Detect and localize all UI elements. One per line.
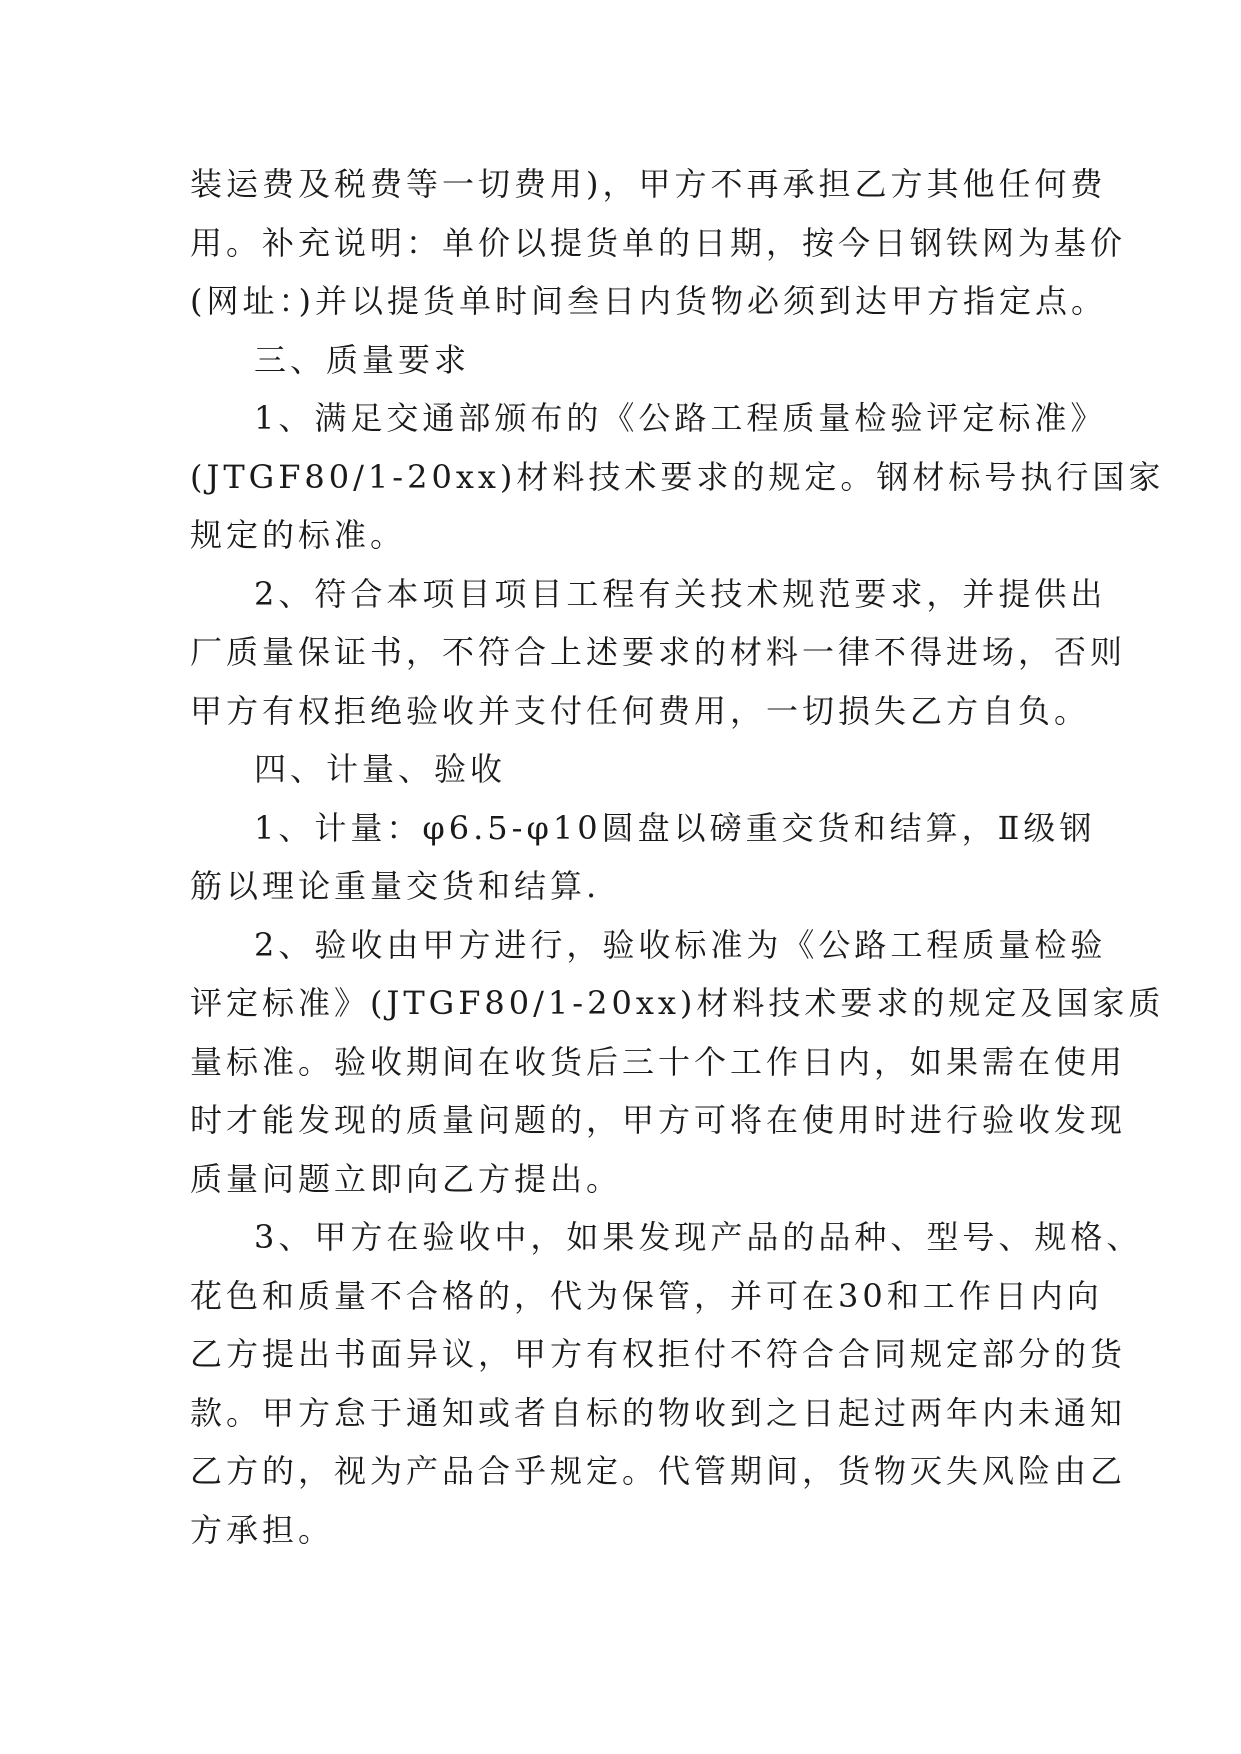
text-line: 装运费及税费等一切费用)，甲方不再承担乙方其他任何费: [190, 165, 1107, 203]
text-line: 2、符合本项目项目工程有关技术规范要求，并提供出: [254, 574, 1107, 613]
text-line: 1、计量：φ6.5-φ10圆盘以磅重交货和结算，Ⅱ级钢: [254, 808, 1096, 847]
text-line: (网址：)并以提货单时间叁日内货物必须到达甲方指定点。: [190, 282, 1107, 320]
section-heading: 三、质量要求: [254, 340, 471, 379]
text-line: 乙方提出书面异议，甲方有权拒付不符合合同规定部分的货: [190, 1335, 1127, 1373]
section-heading: 四、计量、验收: [254, 750, 507, 788]
text-line: 量标准。验收期间在收货后三十个工作日内，如果需在使用: [190, 1042, 1127, 1081]
document-body: [190, 155, 1165, 1559]
text-line: 款。甲方怠于通知或者自标的物收到之日起过两年内未通知: [190, 1393, 1127, 1432]
text-line: 筋以理论重量交货和结算.: [190, 867, 601, 905]
text-line: 厂质量保证书，不符合上述要求的材料一律不得进场，否则: [190, 633, 1127, 671]
text-line: 方承担。: [190, 1510, 335, 1549]
text-line: 时才能发现的质量问题的，甲方可将在使用时进行验收发现: [190, 1101, 1127, 1139]
text-line: 1、满足交通部颁布的《公路工程质量检验评定标准》: [254, 399, 1107, 437]
text-line: 乙方的，视为产品合乎规定。代管期间，货物灭失风险由乙: [190, 1452, 1127, 1490]
text-line: 用。补充说明：单价以提货单的日期，按今日钢铁网为基价: [190, 223, 1127, 262]
text-line: 甲方有权拒绝验收并支付任何费用，一切损失乙方自负。: [190, 691, 1091, 730]
text-line: 质量问题立即向乙方提出。: [190, 1159, 623, 1198]
text-line: 花色和质量不合格的，代为保管，并可在30和工作日内向: [190, 1276, 1103, 1315]
text-line: (JTGF80/1-20xx)材料技术要求的规定。钢材标号执行国家: [190, 457, 1165, 496]
text-line: 3、甲方在验收中，如果发现产品的品种、型号、规格、: [254, 1218, 1143, 1256]
text-line: 评定标准》(JTGF80/1-20xx)材料技术要求的规定及国家质: [190, 984, 1165, 1022]
text-line: 规定的标准。: [190, 516, 407, 554]
text-line: 2、验收由甲方进行，验收标准为《公路工程质量检验: [254, 925, 1107, 964]
